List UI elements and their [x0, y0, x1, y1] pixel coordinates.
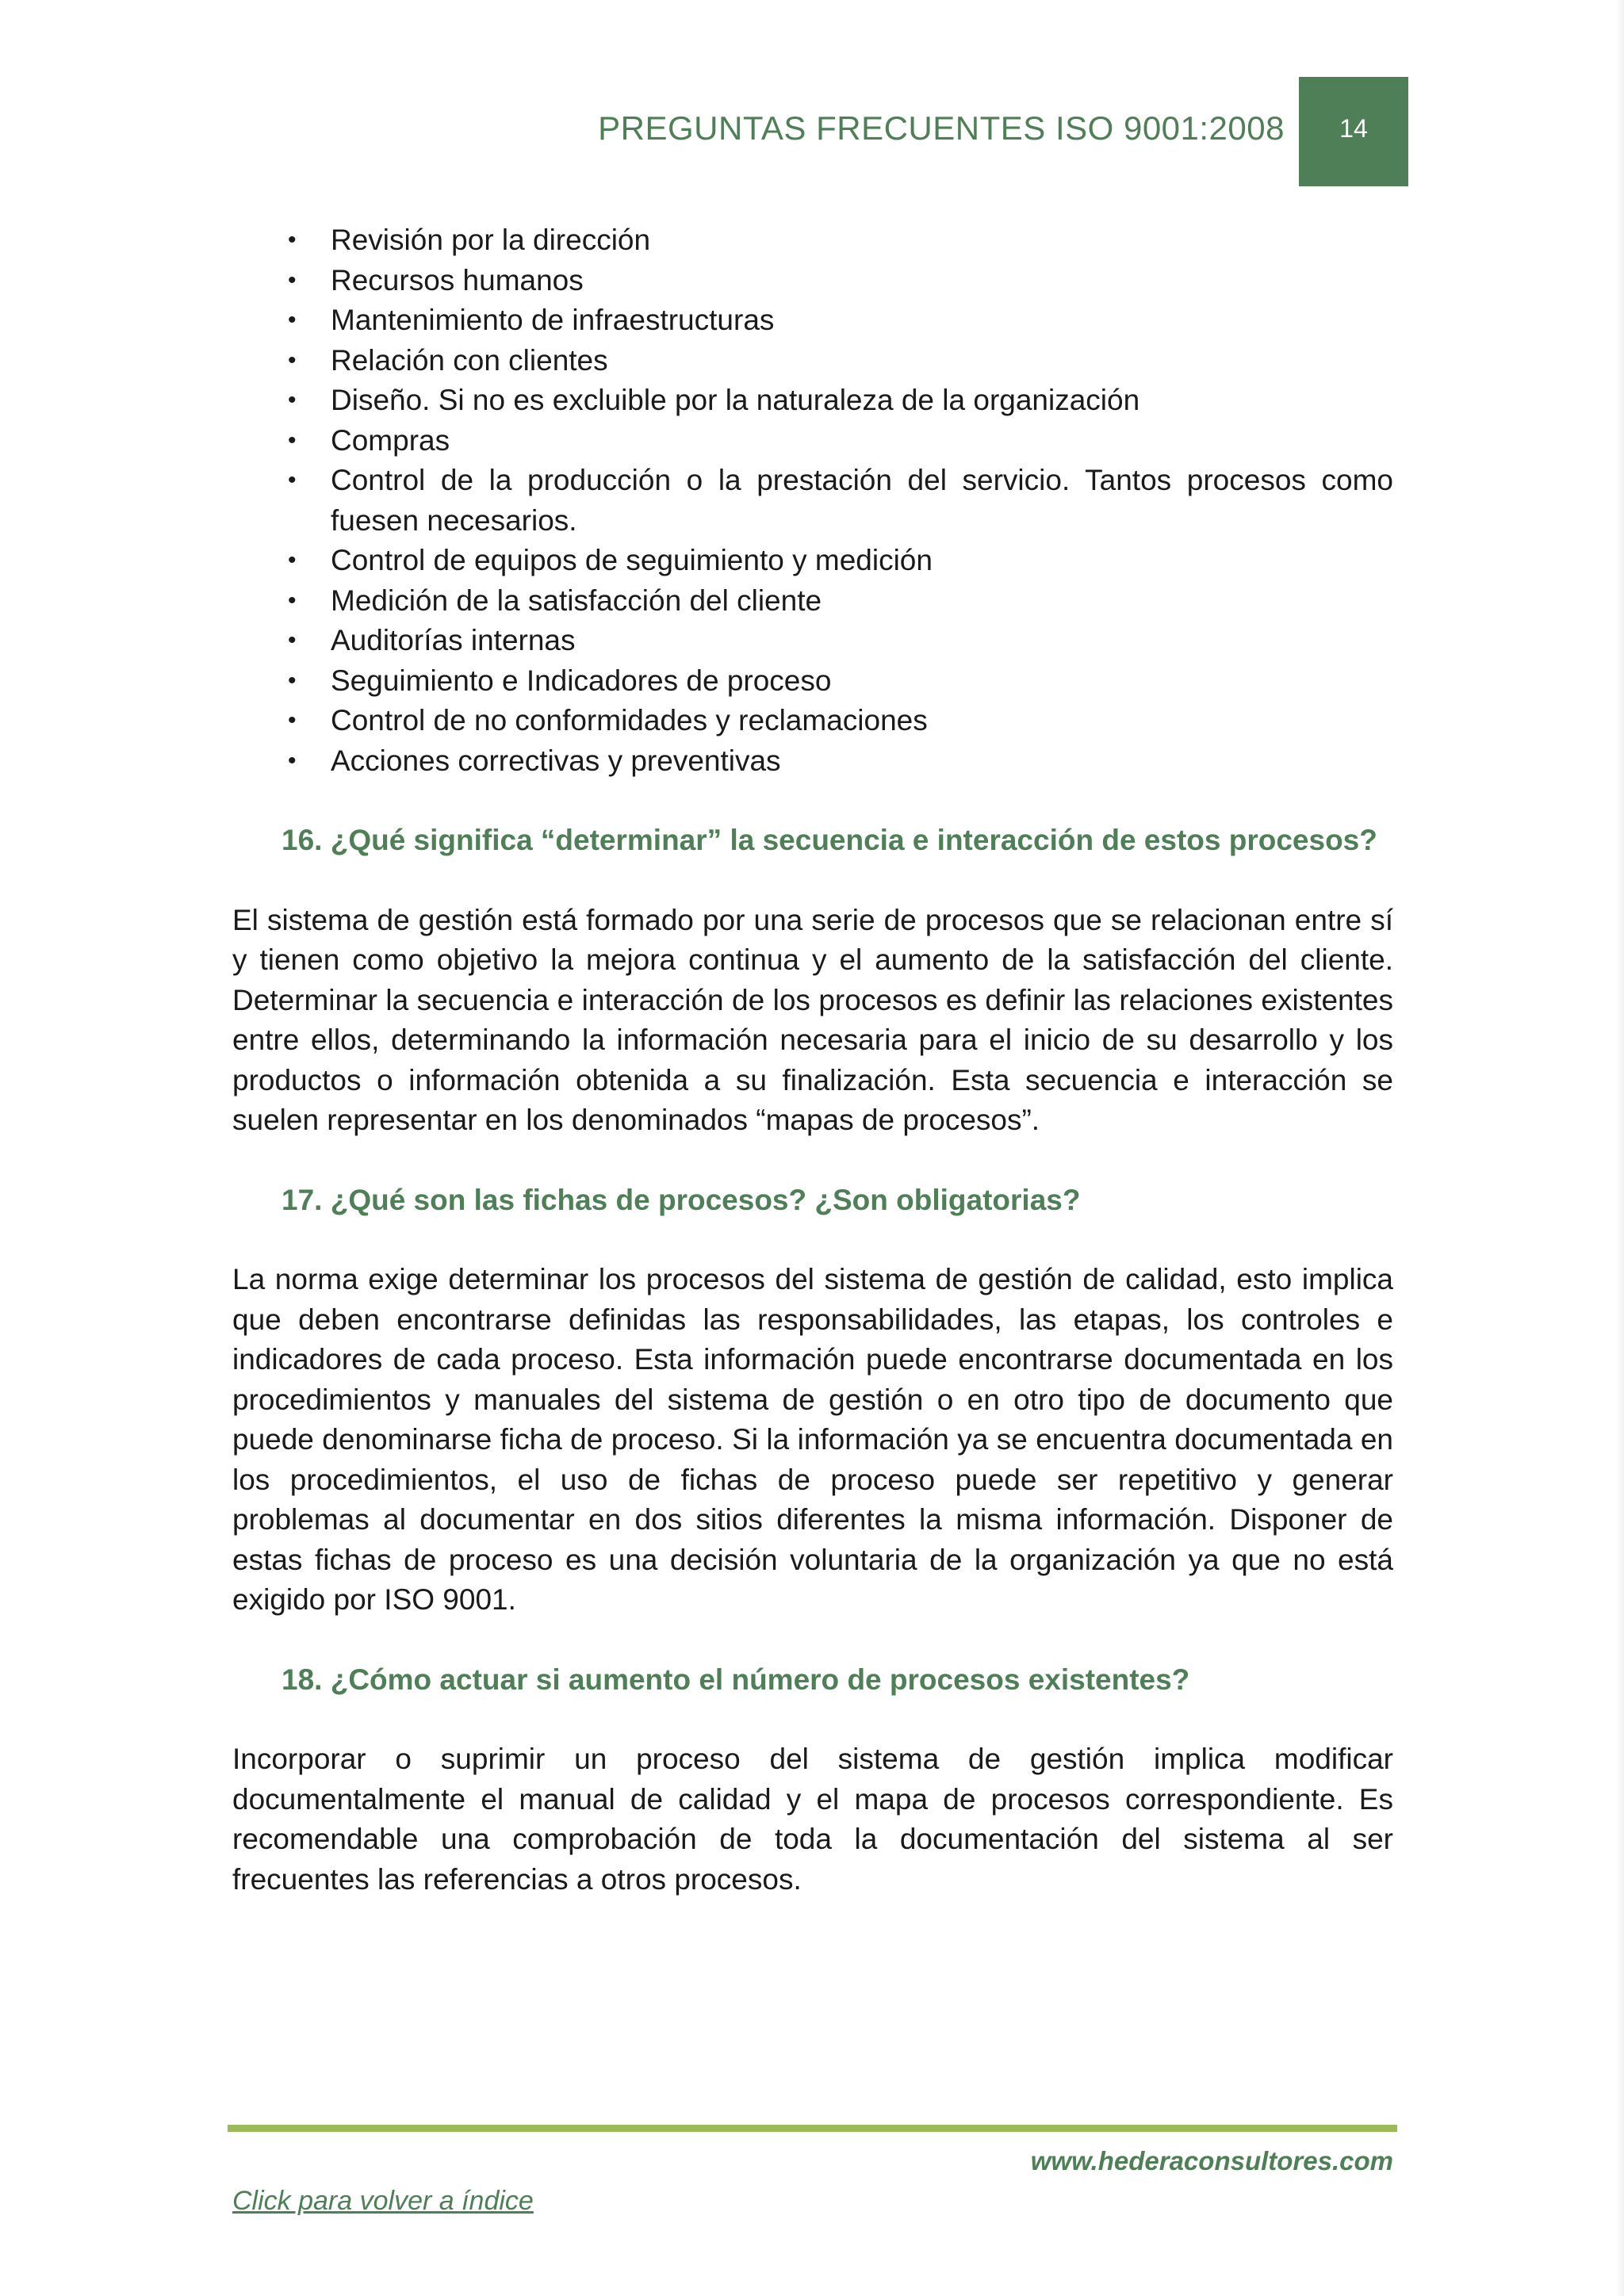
list-item: • Seguimiento e Indicadores de proceso — [232, 661, 1393, 702]
bullet-icon: • — [288, 747, 297, 774]
list-item: • Mantenimiento de infraestructuras — [232, 300, 1393, 341]
list-item: • Recursos humanos — [232, 261, 1393, 301]
document-body — [232, 220, 1393, 1900]
page-header-title: PREGUNTAS FRECUENTES ISO 9001:2008 — [598, 109, 1285, 147]
list-item: • Relación con clientes — [232, 341, 1393, 381]
bullet-icon: • — [288, 266, 297, 293]
answer-17-paragraph: La norma exige determinar los procesos del sistema de gestión de calidad, esto implica que deben encontrarse definidas las responsabilidades, las etapas, los controles e indicadores de cada proceso. Esta información puede encontrarse documentada en los procedimientos y manuales del sistema de gestión o en otro tipo de documento que puede denominarse ficha de proceso. Si la información ya se encuentra documentada en los procedimientos, el uso de fichas de proceso puede ser repetitivo y generar problemas al documentar en dos sitios diferentes la misma información. Disponer de estas fichas de proceso es una decisión voluntaria de la organización ya que no está exigido por ISO 9001. — [232, 1263, 1393, 1616]
back-to-index-link[interactable]: Click para volver a índice — [232, 2186, 534, 2216]
bullet-icon: • — [288, 547, 297, 573]
page-number-badge: 14 — [1299, 77, 1408, 186]
bullet-icon: • — [288, 707, 297, 733]
question-17-heading: 17. ¿Qué son las fichas de procesos? ¿Son obligatorias? — [282, 1183, 1081, 1216]
list-item: • Control de equipos de seguimiento y medición — [232, 541, 1393, 581]
question-18-heading: 18. ¿Cómo actuar si aumento el número de procesos existentes? — [282, 1663, 1190, 1696]
bullet-icon: • — [288, 427, 297, 453]
footer-website: www.hederaconsultores.com — [1030, 2146, 1393, 2175]
bullet-icon: • — [288, 387, 297, 413]
question-16-heading: 16. ¿Qué significa “determinar” la secuencia e interacción de estos procesos? — [282, 824, 1377, 856]
list-item: • Diseño. Si no es excluible por la naturaleza de la organización — [232, 381, 1393, 421]
bullet-icon: • — [288, 307, 297, 333]
answer-18-paragraph: Incorporar o suprimir un proceso del sistema de gestión implica modificar documentalmente el manual de calidad y el mapa de procesos correspondiente. Es recomendable una comprobación de toda la documentación del sistema al ser frecuentes las referencias a otros procesos. — [232, 1743, 1393, 1896]
page-edge-shadow — [1616, 0, 1624, 2296]
list-item: • Auditorías internas — [232, 621, 1393, 661]
bullet-icon: • — [288, 467, 297, 493]
list-item: • Control de la producción o la prestación del servicio. Tantos procesos como fuesen necesarios. — [232, 461, 1393, 541]
bullet-icon: • — [288, 346, 297, 373]
answer-16-paragraph: El sistema de gestión está formado por una serie de procesos que se relacionan entre sí y tienen como objetivo la mejora continua y el aumento de la satisfacción del cliente. Determinar la secuencia e interacción de los procesos es definir las relaciones existentes entre ellos, determinando la información necesaria para el inicio de su desarrollo y los productos o información obtenida a su finalización. Esta secuencia e interacción se suelen representar en los denominados “mapas de procesos”. — [232, 903, 1393, 1136]
bullet-icon: • — [288, 667, 297, 694]
list-item: • Acciones correctivas y preventivas — [232, 741, 1393, 782]
list-item: • Medición de la satisfacción del cliente — [232, 581, 1393, 622]
process-list — [232, 220, 1393, 781]
bullet-icon: • — [288, 627, 297, 653]
bullet-icon: • — [288, 227, 297, 253]
list-item: • Control de no conformidades y reclamaciones — [232, 701, 1393, 741]
bullet-icon: • — [288, 587, 297, 614]
list-item: • Compras — [232, 421, 1393, 461]
list-item: • Revisión por la dirección — [232, 220, 1393, 261]
footer-divider — [228, 2125, 1397, 2132]
